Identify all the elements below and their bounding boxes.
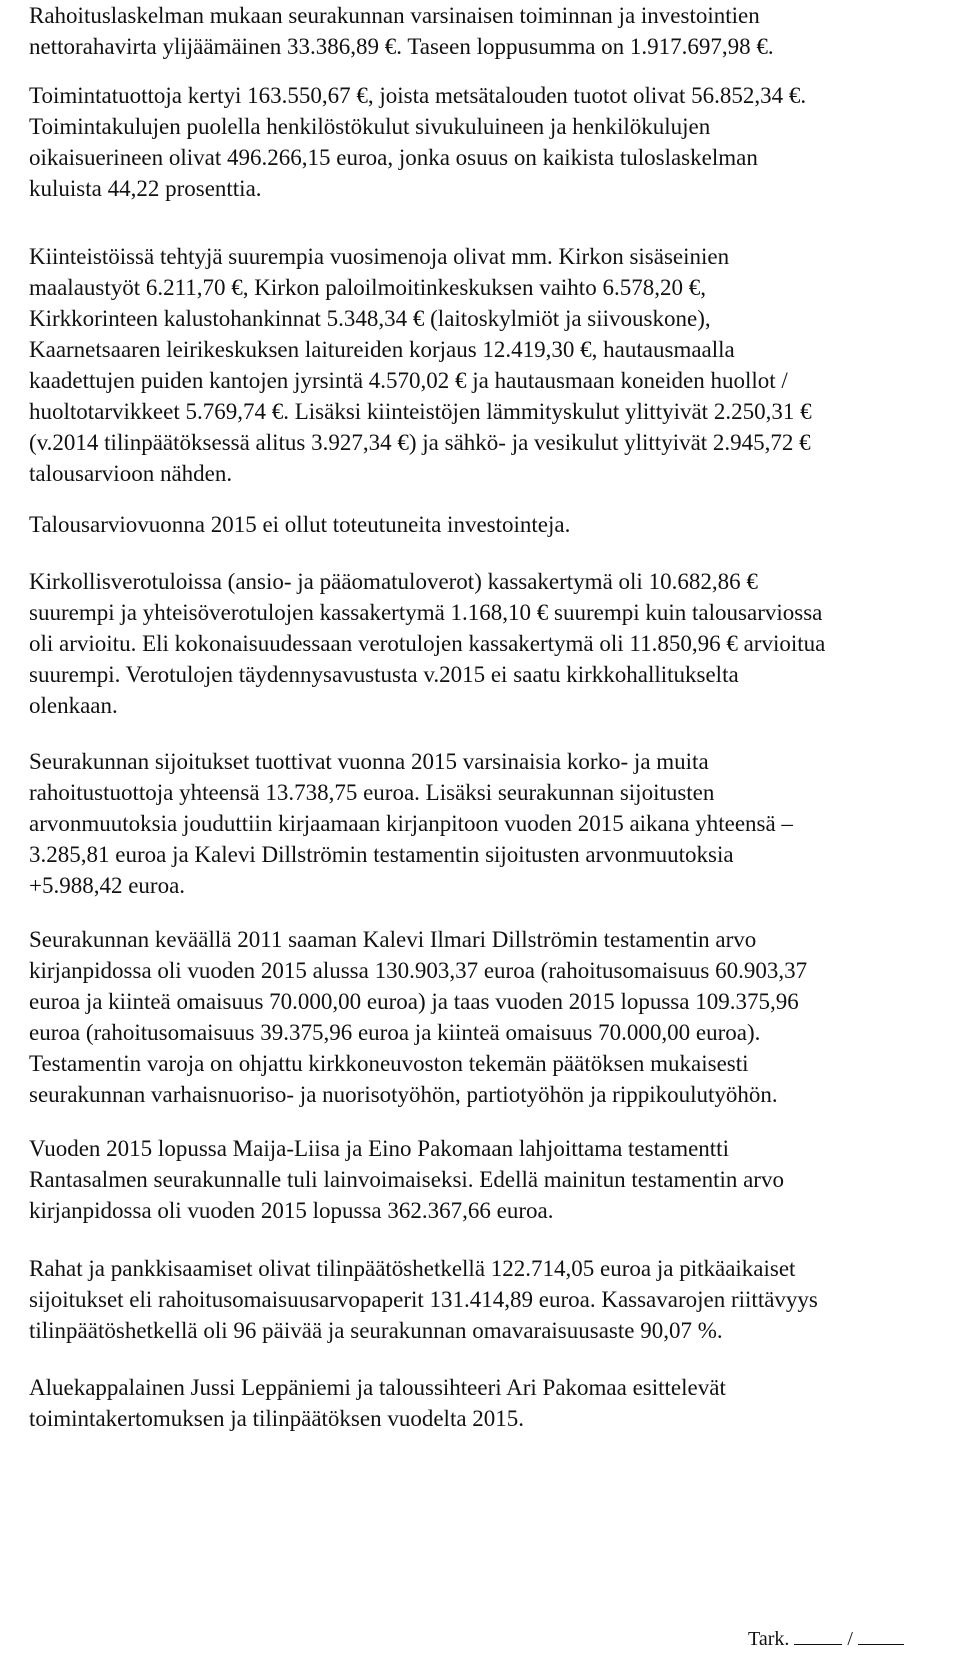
text-line: euroa ja kiinteä omaisuus 70.000,00 euroa) ja taas vuoden 2015 lopussa 109.375,96 <box>29 989 799 1014</box>
text-line: Rahat ja pankkisaamiset olivat tilinpäätöshetkellä 122.714,05 euroa ja pitkäaikaiset <box>29 1256 796 1281</box>
text-line: Kaarnetsaaren leirikeskuksen laitureiden korjaus 12.419,30 €, hautausmaalla <box>29 337 735 362</box>
paragraph-property-expenses <box>29 241 812 489</box>
text-line: 3.285,81 euroa ja Kalevi Dillströmin testamentin sijoitusten arvonmuutoksia <box>29 842 734 867</box>
text-line: oikaisuerineen olivat 496.266,15 euroa, jonka osuus on kaikista tuloslaskelman <box>29 145 758 170</box>
text-line: Kiinteistöissä tehtyjä suurempia vuosimenoja olivat mm. Kirkon sisäseinien <box>29 244 730 269</box>
text-line: Seurakunnan keväällä 2011 saaman Kalevi Ilmari Dillströmin testamentin arvo <box>29 927 757 952</box>
text-line: euroa (rahoitusomaisuus 39.375,96 euroa ja kiinteä omaisuus 70.000,00 euroa). <box>29 1020 761 1045</box>
paragraph-presenters <box>29 1372 726 1434</box>
text-line: arvonmuutoksia jouduttiin kirjaamaan kirjanpitoon vuoden 2015 aikana yhteensä – <box>29 811 793 836</box>
paragraph-liquidity <box>29 1253 818 1346</box>
paragraph-cash-flow <box>29 0 774 62</box>
initials-blank-1[interactable] <box>794 1628 842 1645</box>
text-line: olenkaan. <box>29 693 118 718</box>
text-line: kirjanpidossa oli vuoden 2015 lopussa 362.367,66 euroa. <box>29 1198 554 1223</box>
text-line: kirjanpidossa oli vuoden 2015 alussa 130.903,37 euroa (rahoitusomaisuus 60.903,37 <box>29 958 808 983</box>
text-line: Kirkollisverotuloissa (ansio- ja pääomatuloverot) kassakertymä oli 10.682,86 € <box>29 569 758 594</box>
text-line: talousarvioon nähden. <box>29 461 233 486</box>
text-line: suurempi. Verotulojen täydennysavustusta v.2015 ei saatu kirkkohallitukselta <box>29 662 739 687</box>
text-line: Kirkkorinteen kalustohankinnat 5.348,34 € (laitoskylmiöt ja siivouskone), <box>29 306 711 331</box>
text-line: kuluista 44,22 prosenttia. <box>29 176 262 201</box>
text-line: nettorahavirta ylijäämäinen 33.386,89 €. Taseen loppusumma on 1.917.697,98 €. <box>29 34 774 59</box>
text-line: tilinpäätöshetkellä oli 96 päivää ja seurakunnan omavaraisuusaste 90,07 %. <box>29 1318 723 1343</box>
text-line: Aluekappalainen Jussi Leppäniemi ja taloussihteeri Ari Pakomaa esittelevät <box>29 1375 726 1400</box>
paragraph-dillstrom-testament <box>29 924 807 1110</box>
review-label: Tark. <box>748 1628 790 1650</box>
text-line: +5.988,42 euroa. <box>29 873 186 898</box>
text-line: Vuoden 2015 lopussa Maija-Liisa ja Eino Pakomaan lahjoittama testamentti <box>29 1136 729 1161</box>
text-line: Toimintakulujen puolella henkilöstökulut sivukuluineen ja henkilökulujen <box>29 114 711 139</box>
review-separator: / <box>847 1628 853 1650</box>
text-line: Seurakunnan sijoitukset tuottivat vuonna 2015 varsinaisia korko- ja muita <box>29 749 709 774</box>
text-line: rahoitustuottoja yhteensä 13.738,75 euroa. Lisäksi seurakunnan sijoitusten <box>29 780 715 805</box>
text-line: oli arvioitu. Eli kokonaisuudessaan verotulojen kassakertymä oli 11.850,96 € arvioitua <box>29 631 826 656</box>
text-line: Testamentin varoja on ohjattu kirkkoneuvoston tekemän päätöksen mukaisesti <box>29 1051 749 1076</box>
paragraph-tax-revenue <box>29 566 825 721</box>
text-line: sijoitukset eli rahoitusomaisuusarvopaperit 131.414,89 euroa. Kassavarojen riittävyys <box>29 1287 818 1312</box>
text-line: maalaustyöt 6.211,70 €, Kirkon paloilmoitinkeskuksen vaihto 6.578,20 €, <box>29 275 706 300</box>
text-line: Rantasalmen seurakunnalle tuli lainvoimaiseksi. Edellä mainitun testamentin arvo <box>29 1167 784 1192</box>
review-initials-footer <box>748 1626 904 1652</box>
text-line: huoltotarvikkeet 5.769,74 €. Lisäksi kiinteistöjen lämmityskulut ylittyivät 2.250,31 € <box>29 399 812 424</box>
paragraph-investments <box>29 509 570 540</box>
text-line: Rahoituslaskelman mukaan seurakunnan varsinaisen toiminnan ja investointien <box>29 3 760 28</box>
text-line: Toimintatuottoja kertyi 163.550,67 €, joista metsätalouden tuotot olivat 56.852,34 €. <box>29 83 807 108</box>
text-line: Talousarviovuonna 2015 ei ollut toteutuneita investointeja. <box>29 512 571 537</box>
text-line: suurempi ja yhteisöverotulojen kassakertymä 1.168,10 € suurempi kuin talousarviossa <box>29 600 823 625</box>
text-line: kaadettujen puiden kantojen jyrsintä 4.570,02 € ja hautausmaan koneiden huollot / <box>29 368 788 393</box>
text-line: (v.2014 tilinpäätöksessä alitus 3.927,34 €) ja sähkö- ja vesikulut ylittyivät 2.945,72 € <box>29 430 811 455</box>
initials-blank-2[interactable] <box>858 1628 904 1645</box>
paragraph-pakomaa-testament <box>29 1133 784 1226</box>
text-line: seurakunnan varhaisnuoriso- ja nuorisotyöhön, partiotyöhön ja rippikoulutyöhön. <box>29 1082 778 1107</box>
paragraph-operating-income <box>29 80 806 204</box>
text-line: toimintakertomuksen ja tilinpäätöksen vuodelta 2015. <box>29 1406 525 1431</box>
paragraph-financial-income <box>29 746 793 901</box>
